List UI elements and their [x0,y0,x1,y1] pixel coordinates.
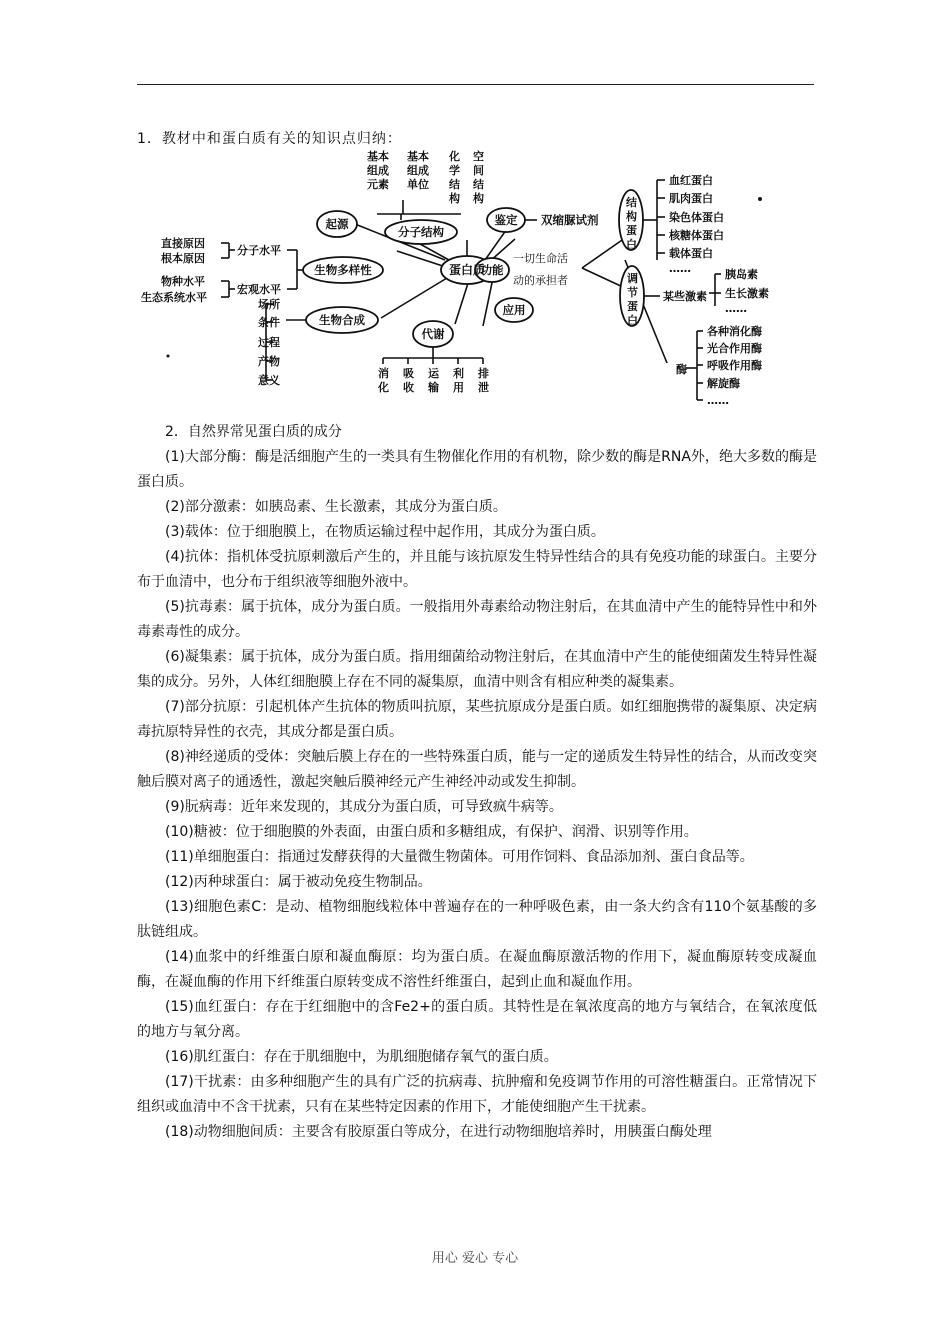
application-node: 应用 [502,303,526,317]
structure-item: 基本组成元素 [367,150,389,191]
structure-node: 分子结构 [398,225,444,239]
paragraph: (2)部分激素：如胰岛素、生长激素，其成分为蛋白质。 [165,499,507,515]
section-heading: 1．教材中和蛋白质有关的知识点归纳： [137,131,402,147]
paragraph: (15)血红蛋白：存在于红细胞中的含Fe2+的蛋白质。其特性是在氧浓度高的地方与氧结合，在氧浓度低的地方与氧分离。 [137,999,817,1040]
structural-item: 核糖体蛋白 [669,229,724,242]
diversity-left-item: 根本原因 [161,252,205,265]
structure-item: 空间结构 [473,150,484,205]
paragraph: 2．自然界常见蛋白质的成分 [165,424,342,440]
diversity-left-item: 直接原因 [161,237,205,250]
structural-item: 血红蛋白 [669,174,713,187]
enzyme-item: 各种消化酶 [707,325,762,338]
diversity-left-item: 物种水平 [161,275,205,288]
paragraph: (18)动物细胞间质：主要含有胶原蛋白等成分，在进行动物细胞培养时，用胰蛋白酶处理 [165,1124,712,1140]
paragraph: (13)细胞色素C：是动、植物细胞线粒体中普遍存在的一种呼吸色素，由一条大约含有110个氨基酸的多肽链组成。 [137,899,817,940]
diversity-left-item: 生态系统水平 [141,291,207,304]
svg-text:吸收: 吸收 [403,367,414,394]
svg-text:利用: 利用 [453,367,464,394]
hormone-item: 生长激素 [725,287,769,300]
enzyme-item: 呼吸作用酶 [707,359,762,372]
hormone-label: 某些激素 [663,290,707,303]
synthesis-item: 条件 [258,316,280,329]
structural-item: …… [669,262,691,275]
center-node: 蛋白质 [448,263,486,277]
function-node: 功能 [480,263,504,277]
synthesis-node: 生物合成 [319,313,365,327]
paragraph: (12)丙种球蛋白：属于被动免疫生物制品。 [165,874,432,890]
diversity-mid-item: 分子水平 [237,244,281,257]
paragraph: (8)神经递质的受体：突触后膜上存在的一些特殊蛋白质，能与一定的递质发生特异性的结合，从而改变突触后膜对离子的通透性，激起突触后膜神经元产生神经冲动或发生抑制。 [137,749,817,790]
structural-item: 肌肉蛋白 [669,192,713,205]
synthesis-item: 意义 [258,374,280,387]
paragraph: (17)干扰素：由多种细胞产生的具有广泛的抗病毒、抗肿瘤和免疫调节作用的可溶性糖蛋白。正常情况下组织或血清中不含干扰素，只有在某些特定因素的作用下，才能使细胞产生干扰素。 [137,1074,817,1115]
origin-node: 起源 [325,217,349,231]
synthesis-item: 过程 [258,336,280,349]
paragraph: (1)大部分酶：酶是活细胞产生的一类具有生物催化作用的有机物，除少数的酶是RNA外，绝大多数的酶是蛋白质。 [137,449,817,490]
paragraph: (3)载体：位于细胞膜上，在物质运输过程中起作用，其成分为蛋白质。 [165,524,605,540]
svg-text:消化: 消化 [378,367,389,394]
enzyme-item: …… [707,394,729,407]
paragraph: (4)抗体：指机体受抗原刺激后产生的，并且能与该抗原发生特异性结合的具有免疫功能的球蛋白。主要分布于血清中，也分布于组织液等细胞外液中。 [137,549,817,590]
paragraph: (11)单细胞蛋白：指通过发酵获得的大量微生物菌体。可用作饲料、食品添加剂、蛋白食品等。 [165,849,754,865]
synthesis-item: 场所 [258,298,280,311]
paragraph: (9)朊病毒：近年来发现的，其成分为蛋白质，可导致疯牛病等。 [165,799,563,815]
paragraph: (7)部分抗原：引起机体产生抗体的物质叫抗原，某些抗原成分是蛋白质。如红细胞携带的凝集原、决定病毒抗原特异性的衣壳，其成分都是蛋白质。 [137,699,817,740]
dot-marker [758,197,762,201]
svg-text:调节蛋白: 调节蛋白 [627,272,638,327]
synthesis-item: 产物 [258,355,280,368]
paragraph: (16)肌红蛋白：存在于肌细胞中，为肌细胞储存氧气的蛋白质。 [165,1049,558,1065]
metabolism-items [377,366,489,394]
enzyme-item: 解旋酶 [707,377,740,390]
enzyme-label: 酶 [676,363,687,376]
hormone-item: 胰岛素 [725,268,758,281]
diversity-mid-item: 宏观水平 [237,283,281,296]
diversity-node: 生物多样性 [314,263,372,277]
metabolism-node: 代谢 [421,327,445,341]
protein-concept-map [137,148,817,418]
header-rule [137,84,814,85]
enzyme-item: 光合作用酶 [707,342,762,355]
dot-marker [167,355,170,358]
paragraph: (6)凝集素：属于抗体，成分为蛋白质。指用细菌给动物注射后，在其血清中产生的能使细菌发生特异性凝集的成分。另外，人体红细胞膜上存在不同的凝集原，血清中则含有相应种类的凝集素。 [137,649,817,690]
paragraph: (5)抗毒素：属于抗体，成分为蛋白质。一般指用外毒素给动物注射后，在其血清中产生的能特异性中和外毒素毒性的成分。 [137,599,817,640]
structural-item: 染色体蛋白 [669,211,724,224]
function-text-2: 动的承担者 [513,274,568,287]
structural-item: 载体蛋白 [669,247,713,260]
paragraph: (10)糖被：位于细胞膜的外表面，由蛋白质和多糖组成，有保护、润滑、识别等作用。 [165,824,698,840]
structure-item: 化学结构 [449,150,460,205]
svg-text:结构蛋白: 结构蛋白 [626,196,637,251]
paragraph: (14)血浆中的纤维蛋白原和凝血酶原：均为蛋白质。在凝血酶原激活物的作用下，凝血酶原转变成凝血酶，在凝血酶的作用下纤维蛋白原转变成不溶性纤维蛋白，起到止血和凝血作用。 [137,949,817,990]
page-footer: 用心 爱心 专心 [431,1251,519,1266]
svg-text:运输: 运输 [428,367,439,394]
hormone-item: …… [725,302,747,315]
identify-node: 鉴定 [494,213,518,227]
reagent-label: 双缩脲试剂 [541,213,599,227]
structure-item: 基本组成单位 [407,150,429,191]
function-text-1: 一切生命活 [513,252,568,265]
svg-text:排泄: 排泄 [478,367,489,394]
body-text [137,420,817,1145]
